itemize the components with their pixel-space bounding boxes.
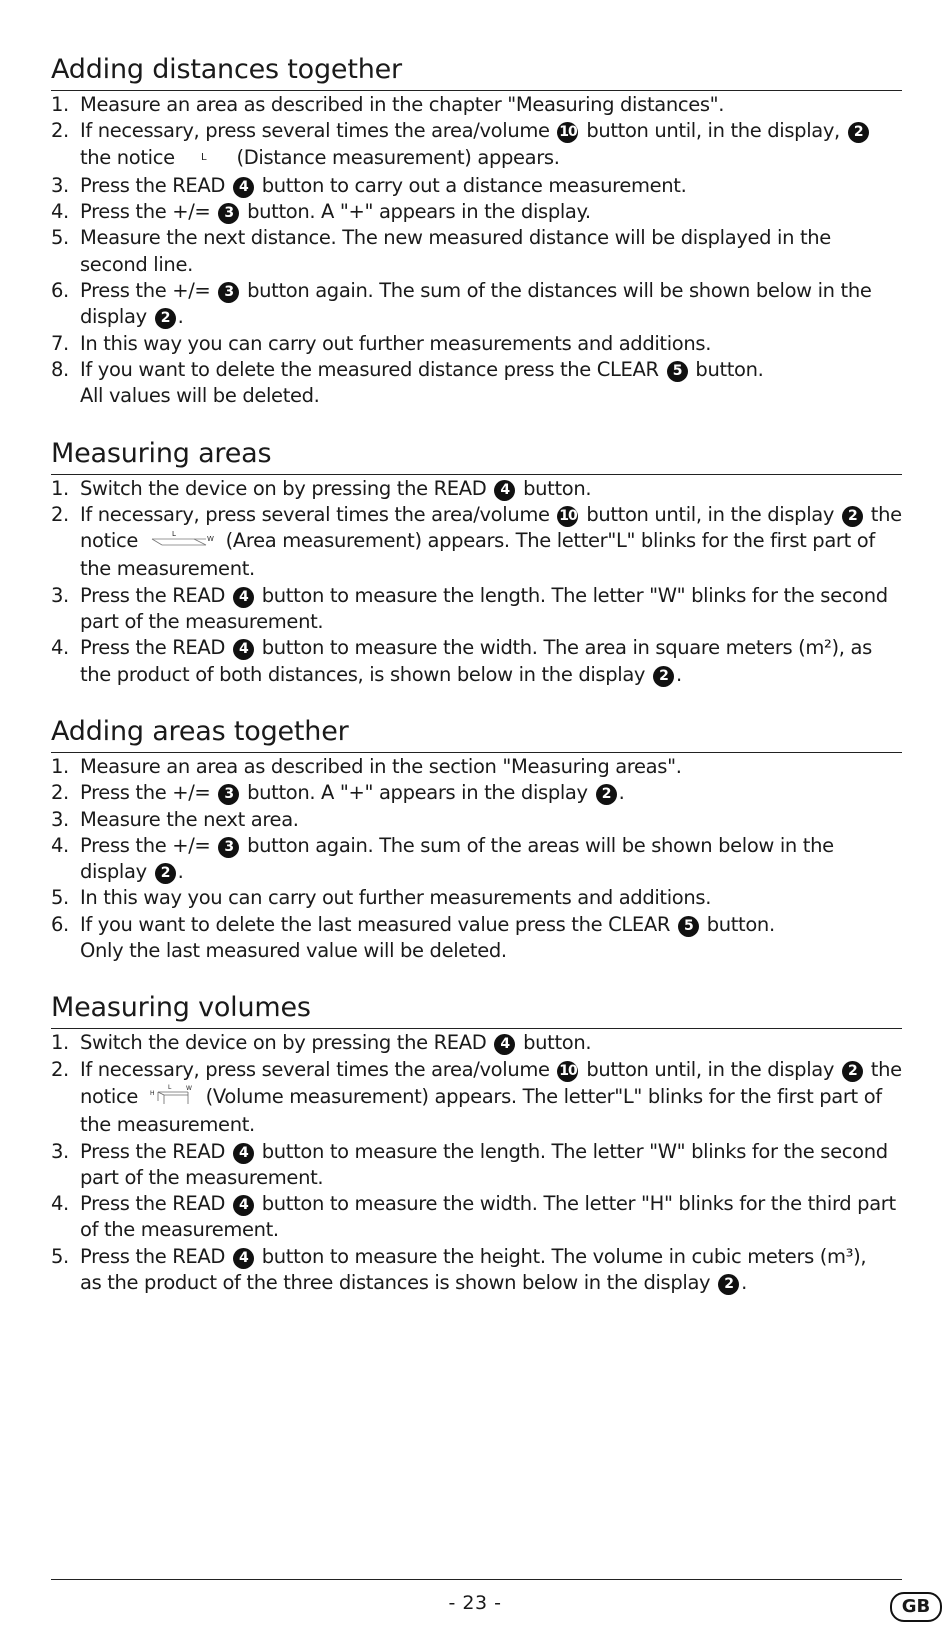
display-ref-badge: 2 (842, 506, 863, 527)
list-item: 6. If you want to delete the last measured value press the CLEAR 5 button. Only the last measured value will be deleted. (51, 912, 775, 963)
button-ref-badge: 4 (233, 587, 254, 608)
list-item: 4. Press the READ 4 button to measure the width. The area in square meters (m²), as the product of both distances, is shown below in the display 2 . (51, 636, 872, 686)
button-ref-badge: 4 (233, 1143, 254, 1164)
button-ref-badge: 10 (557, 506, 578, 527)
volume-measurement-icon (150, 1083, 194, 1112)
page-number: - 23 - (448, 1592, 502, 1614)
svg-text:H: H (149, 1089, 154, 1097)
country-code-badge: GB (890, 1592, 942, 1622)
button-ref-badge: 4 (233, 639, 254, 660)
steps-list (51, 1030, 902, 1296)
list-item: 1. Measure an area as described in the section "Measuring areas". (51, 754, 682, 778)
button-ref-badge: 4 (233, 177, 254, 198)
button-ref-badge: 4 (233, 1195, 254, 1216)
section-adding-distances (51, 52, 902, 410)
list-item: 3. Press the READ 4 button to measure the length. The letter "W" blinks for the second part of the measurement. (51, 1139, 888, 1189)
list-item: 1. Switch the device on by pressing the READ 4 button. (51, 1031, 592, 1055)
list-item: 4. Press the +/= 3 button again. The sum of the areas will be shown below in the display 2 . (51, 833, 834, 884)
section-measuring-areas (51, 436, 902, 688)
section-title: Measuring volumes (51, 990, 902, 1029)
section-measuring-volumes (51, 990, 902, 1296)
button-ref-badge: 4 (233, 1248, 254, 1269)
button-ref-badge: 3 (218, 784, 239, 805)
display-ref-badge: 2 (596, 784, 617, 805)
button-ref-badge: 10 (557, 1061, 578, 1082)
area-measurement-icon (150, 529, 214, 556)
list-item: 5. In this way you can carry out further measurements and additions. (51, 886, 712, 910)
list-item: 4. Press the +/= 3 button. A "+" appears in the display. (51, 200, 591, 224)
steps-list (51, 476, 902, 688)
list-item: 6. Press the +/= 3 button again. The sum of the distances will be shown below in the display 2 . (51, 279, 872, 329)
manual-page (51, 52, 902, 1322)
list-item: 1. Switch the device on by pressing the READ 4 button. (51, 476, 592, 500)
list-item: 7. In this way you can carry out further measurements and additions. (51, 331, 712, 355)
section-title: Measuring areas (51, 436, 902, 475)
list-item: 3. Press the READ 4 button to carry out a distance measurement. (51, 173, 687, 197)
svg-text:L: L (167, 1083, 171, 1091)
display-ref-badge: 2 (842, 1061, 863, 1082)
svg-text:L: L (171, 530, 176, 539)
svg-text:W: W (185, 1084, 192, 1092)
svg-text:W: W (206, 535, 214, 544)
list-item: 2. Press the +/= 3 button. A "+" appears in the display 2 . (51, 781, 625, 805)
list-item: 2. If necessary, press several times the area/volume 10 button until, in the display 2 the notice L W H (Volume measurement) appears. The letter"L" blinks for the first part of the measurement. (51, 1057, 902, 1137)
display-ref-badge: 2 (848, 122, 869, 143)
distance-measurement-icon (187, 147, 225, 173)
button-ref-badge: 4 (494, 480, 515, 501)
button-ref-badge: 5 (678, 916, 699, 937)
list-item: 4. Press the READ 4 button to measure the width. The letter "H" blinks for the third part of the measurement. (51, 1192, 896, 1242)
section-title: Adding areas together (51, 714, 902, 753)
list-item: 3. Press the READ 4 button to measure the length. The letter "W" blinks for the second part of the measurement. (51, 583, 888, 634)
button-ref-badge: 4 (494, 1034, 515, 1055)
section-title: Adding distances together (51, 52, 902, 91)
footer-divider (51, 1579, 902, 1580)
svg-text:L: L (200, 151, 206, 163)
steps-list (51, 92, 902, 410)
button-ref-badge: 3 (218, 203, 239, 224)
display-ref-badge: 2 (653, 666, 674, 687)
list-item: 8. If you want to delete the measured distance press the CLEAR 5 button. All values will be deleted. (51, 357, 764, 408)
list-item: 1. Measure an area as described in the chapter "Measuring distances". (51, 93, 725, 116)
display-ref-badge: 2 (155, 308, 176, 329)
list-item: 2. If necessary, press several times the area/volume 10 button until, in the display 2 the notice L W (Area measurement) appears. The letter"L" blinks for the first part of the measurement. (51, 502, 902, 581)
button-ref-badge: 10 (557, 122, 578, 143)
steps-list (51, 754, 902, 964)
display-ref-badge: 2 (718, 1274, 739, 1295)
button-ref-badge: 5 (667, 361, 688, 382)
list-item: 5. Press the READ 4 button to measure the height. The volume in cubic meters (m³), as the product of the three distances is shown below in the display 2 . (51, 1244, 867, 1294)
list-item: 3. Measure the next area. (51, 807, 299, 831)
list-item: 2. If necessary, press several times the area/volume 10 button until, in the display, 2 the notice L (Distance measurement) appears. (51, 118, 902, 173)
button-ref-badge: 3 (218, 282, 239, 303)
section-adding-areas (51, 714, 902, 964)
button-ref-badge: 3 (218, 837, 239, 858)
list-item: 5. Measure the next distance. The new measured distance will be displayed in the second line. (51, 226, 831, 276)
display-ref-badge: 2 (155, 863, 176, 884)
